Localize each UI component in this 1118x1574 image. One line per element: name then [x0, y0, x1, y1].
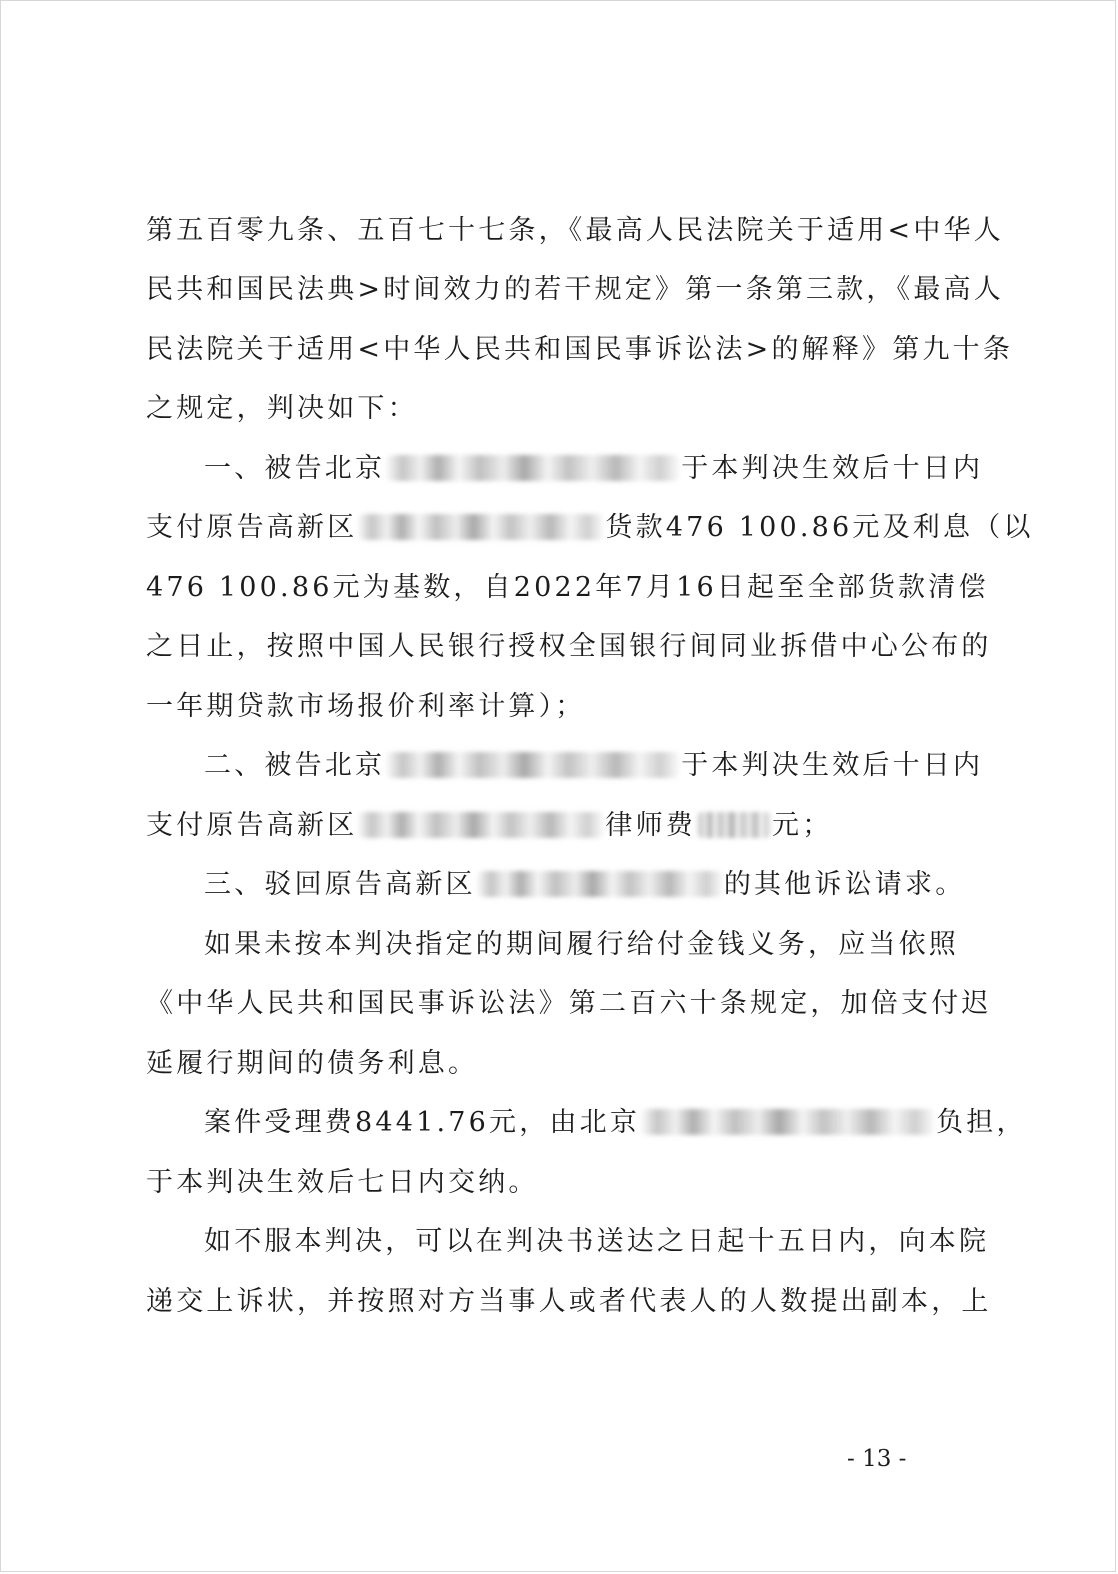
text-line: 民共和国民法典>时间效力的若干规定》第一条第三款，《最高人	[146, 274, 1004, 305]
judgment-item-3	[204, 865, 965, 905]
redacted-party-name	[357, 514, 605, 540]
text-segment: 一、被告北京	[204, 453, 386, 484]
text-line	[146, 806, 832, 846]
text-line: 如不服本判决，可以在判决书送达之日起十五日内，向本院	[204, 1226, 990, 1257]
judgment-item-2	[204, 746, 983, 786]
text-line: 民法院关于适用<中华人民共和国民事诉讼法>的解释》第九十条	[146, 334, 1014, 365]
text-line: 于本判决生效后七日内交纳。	[146, 1167, 539, 1198]
text-line: 如果未按本判决指定的期间履行给付金钱义务，应当依照	[204, 929, 959, 960]
redacted-party-name	[476, 871, 724, 897]
text-segment: 负担，	[936, 1107, 1027, 1138]
text-segment: 的其他诉讼请求。	[723, 869, 966, 900]
text-line: 第五百零九条、五百七十七条，《最高人民法院关于适用<中华人	[146, 215, 1004, 246]
text-segment: 支付原告高新区	[146, 810, 358, 841]
redacted-party-name	[357, 812, 605, 838]
text-segment: 三、驳回原告高新区	[204, 869, 476, 900]
page-number: - 13 -	[847, 1446, 907, 1472]
text-line: 一年期贷款市场报价利率计算）；	[146, 691, 586, 722]
text-segment: 二、被告北京	[204, 750, 386, 781]
redacted-party-name	[385, 455, 681, 481]
text-segment: 案件受理费8441.76元，由北京	[204, 1107, 641, 1138]
text-segment: 元；	[772, 810, 833, 841]
text-line: 延履行期间的债务利息。	[146, 1048, 479, 1079]
text-segment: 货款476 100.86元及利息（以	[605, 512, 1034, 543]
text-line: 《中华人民共和国民事诉讼法》第二百六十条规定，加倍支付迟	[146, 988, 992, 1019]
redacted-party-name	[640, 1109, 936, 1135]
text-line	[204, 1103, 1027, 1143]
judgment-item-1	[204, 449, 983, 489]
text-segment: 于本判决生效后十日内	[681, 750, 984, 781]
text-segment: 律师费	[605, 810, 697, 841]
text-line: 之日止，按照中国人民银行授权全国银行间同业拆借中心公布的	[146, 631, 992, 662]
redacted-amount	[696, 812, 772, 838]
text-line: 之规定，判决如下：	[146, 393, 418, 424]
text-line: 递交上诉状，并按照对方当事人或者代表人的人数提出副本，上	[146, 1286, 992, 1317]
redacted-party-name	[385, 752, 681, 778]
text-segment: 于本判决生效后十日内	[681, 453, 984, 484]
text-line: 476 100.86元为基数，自2022年7月16日起至全部货款清偿	[146, 572, 989, 603]
text-segment: 支付原告高新区	[146, 512, 358, 543]
text-line	[146, 508, 1034, 548]
